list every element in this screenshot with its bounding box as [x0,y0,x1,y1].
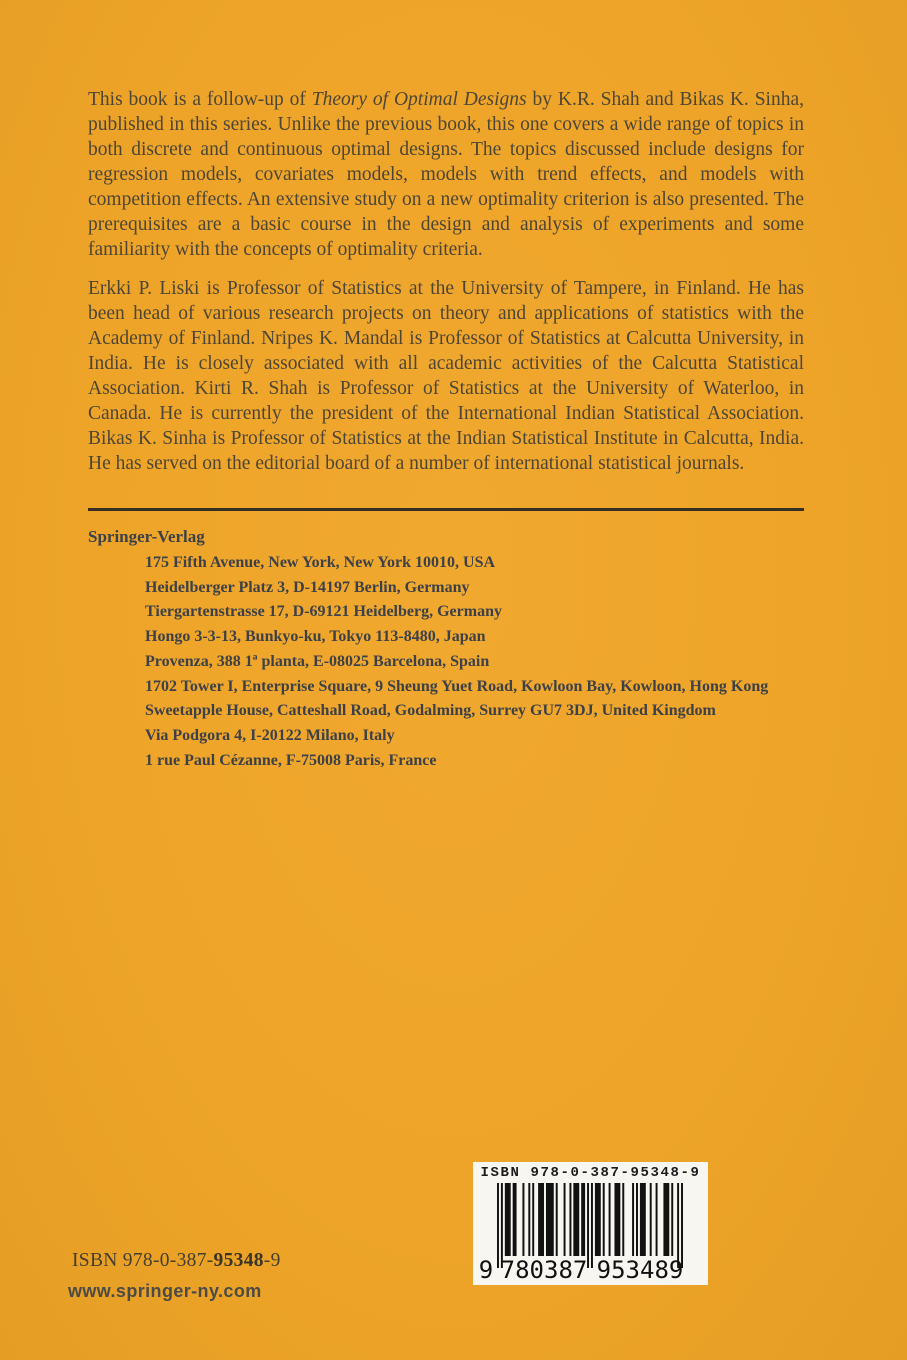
footer-isbn [72,1250,281,1272]
barcode-digit-first: 9 [478,1256,494,1284]
description-text-after: by K.R. Shah and Bikas K. Sinha, published in this series. Unlike the previous book, this one covers a wide range of topics in both discrete and continuous optimal designs. The topics discussed include designs for regression models, covariates models, models with trend effects, and models with competition effects. An extensive study on a new optimality criterion is also presented. The prerequisites are a basic course in the design and analysis of experiments and some familiarity with the concepts of optimality criteria. [88,89,804,260]
publisher-address-line: Heidelberger Platz 3, D-14197 Berlin, Germany [145,578,470,596]
publisher-address-line: 175 Fifth Avenue, New York, New York 10010, USA [145,554,496,571]
barcode-digits-left: 780387 [500,1256,588,1284]
barcode-box [473,1162,708,1285]
publisher-address-line: Provenza, 388 1ª planta, E-08025 Barcelona, Spain [145,652,490,670]
publisher-address-line: 1702 Tower I, Enterprise Square, 9 Sheung Yuet Road, Kowloon Bay, Kowloon, Hong Kong [145,677,769,695]
divider-rule [88,508,804,511]
author-bios: Erkki P. Liski is Professor of Statistics at the University of Tampere, in Finland. He has been head of various research projects on theory and applications of statistics with the Academy of Finland. Nripes K. Mandal is Professor of Statistics at Calcutta University, in India. He is closely associated with all academic activities of the Calcutta Statistical Association. Kirti R. Shah is Professor of Statistics at the University of Waterloo, in Canada. He is currently the president of the International Indian Statistical Association. Bikas K. Sinha is Professor of Statistics at the Indian Statistical Institute in Calcutta, India. He has served on the editorial board of a number of international statistical journals. [88,278,804,474]
barcode-isbn-label: ISBN 978-0-387-95348-9 [480,1165,701,1181]
footer-isbn-prefix: ISBN 978-0-387- [72,1250,214,1271]
publisher-address-line: Via Podgora 4, I-20122 Milano, Italy [145,726,395,744]
footer-isbn-bold-part: 95348 [213,1250,264,1271]
publisher-address-line: Hongo 3-3-13, Bunkyo-ku, Tokyo 113-8480, Japan [145,628,486,646]
book-description [88,87,804,262]
book-title-italic: Theory of Optimal Designs [311,89,527,110]
publisher-address-line: Tiergartenstrasse 17, D-69121 Heidelberg, Germany [145,603,502,621]
publisher-address-line: Sweetapple House, Catteshall Road, Godalming, Surrey GU7 3DJ, United Kingdom [145,702,716,720]
description-text-before: This book is a follow-up of [88,89,312,110]
publisher-addresses [145,551,825,773]
publisher-address-line: 1 rue Paul Cézanne, F-75008 Paris, France [145,751,437,769]
barcode-digits-right: 953489 [596,1256,684,1284]
publisher-website: www.springer-ny.com [68,1281,262,1301]
footer-isbn-suffix: -9 [263,1250,281,1271]
publisher-name: Springer-Verlag [88,527,205,546]
